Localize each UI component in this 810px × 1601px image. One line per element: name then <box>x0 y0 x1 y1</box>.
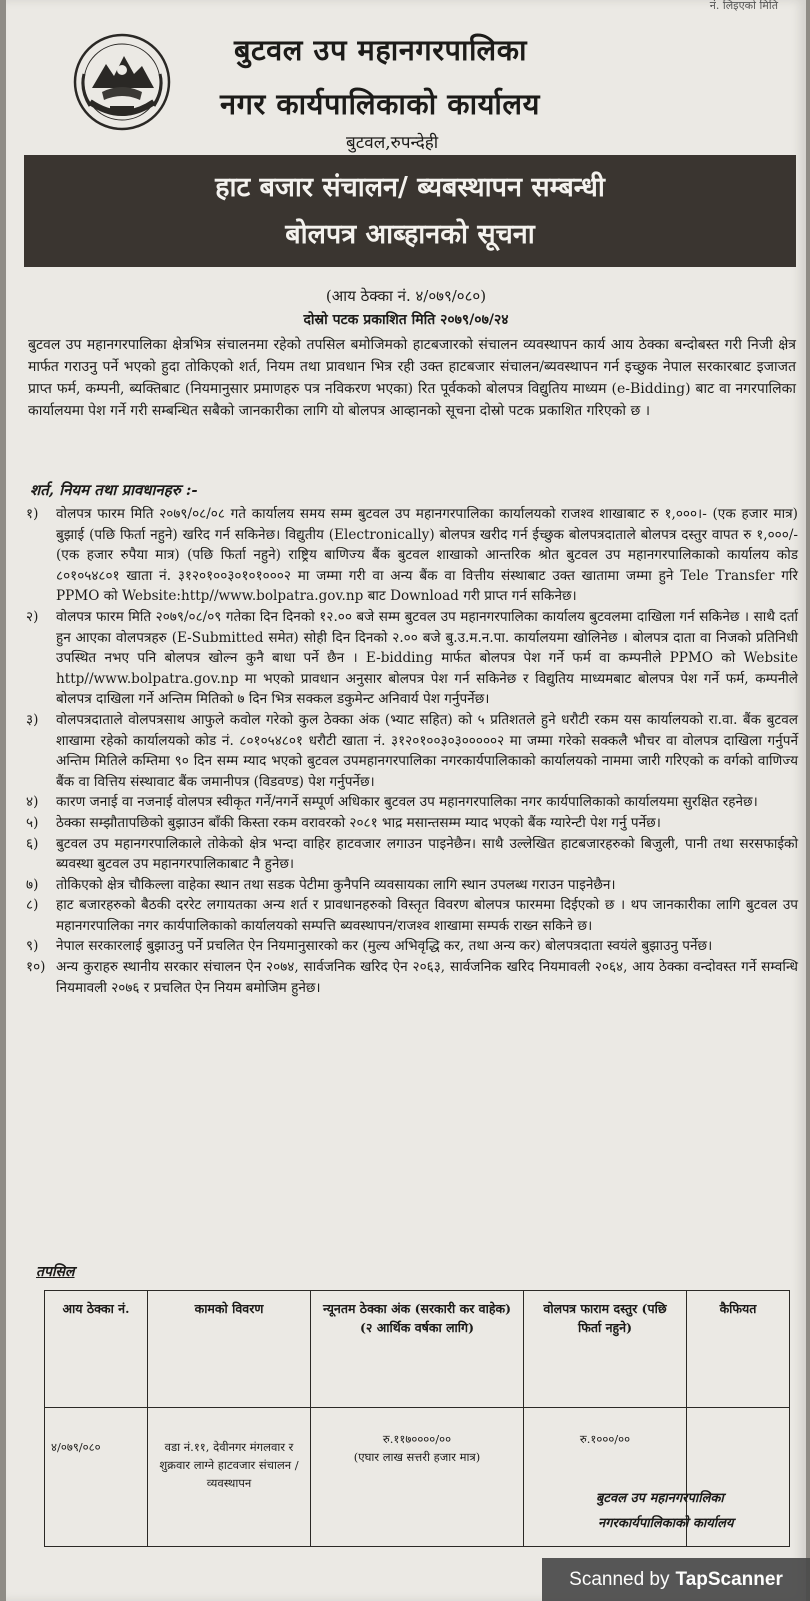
title-line-2: बोलपत्र आब्हानको सूचना <box>285 219 535 250</box>
cell-contract-no: ४/०७९/०८० <box>45 1408 148 1547</box>
intro-paragraph: बुटवल उप महानगरपालिका क्षेत्रभित्र संचालनमा रहेको तपसिल बमोजिमको हाटबजारको संचालन व्यवस्थापन कार्य आय ठेक्का बन्दोबस्त गरी निजी क्षेत्र मार्फत गराउनु पर्ने भएको हुदा तोकिएको शर्त, नियम तथा प्रावधान भित्र रही उक्त हाटबजार संचालन/ब्यवस्थापन गर्न इच्छुक नेपाल सरकारबाट इजाजत प्राप्त फर्म, कम्पनी, ब्यक्तिबाट (नियमानुसार प्रमाणहरु पत्र नविकरण भएका) रित पूर्वकको बोलपत्र विद्युतिय माध्यम (e-Bidding) बाट वा नगरपालिका कार्यालयमा पेश गर्ने गरी सम्बन्धित सबैको जानकारीका लागि यो बोलपत्र आव्हानको सूचना दोस्रो पटक प्रकाशित गरिएको छ । <box>28 337 796 419</box>
term-item <box>26 936 798 957</box>
term-number: ७) <box>26 876 39 893</box>
col-form-fee: वोलपत्र फाराम दस्तुर (पछि फिर्ता नहुने) <box>524 1291 687 1408</box>
col-remarks: कैफियत <box>687 1291 790 1408</box>
term-text: तोकिएको क्षेत्र चौकिल्ला वाहेका स्थान तथा सडक पेटीमा कुनैपनि व्यवसायका लागि स्थान उपलब्ध गराउन पाइनेछैन। <box>56 876 616 893</box>
watermark-prefix: Scanned by <box>569 1568 670 1590</box>
term-text: ठेक्का सम्झौतापछिको बुझाउन बाँकी किस्ता रकम वरावरको २०८१ भाद्र मसान्तसम्म म्याद भएको बैंक ग्यारेन्टी पेश गर्नु पर्नेछ। <box>56 814 661 831</box>
cell-description: वडा नं.११, देवीनगर मंगलवार र शुक्रवार लाग्ने हाटवजार संचालन /व्यवस्थापन <box>148 1408 311 1547</box>
term-text: वोलपत्र फारम मिति २०७९/०८/०८ गते कार्यालय समय सम्म बुटवल उप महानगरपालिका कार्यालयको राजश्व शाखाबाट रु १,०००।- (एक हजार मात्र) बुझाई (पछि फिर्ता नहुने) खरिद गर्न सकिनेछ। विद्युतीय (Electronically) बोलपत्र खरीद गर्न ईच्छुक बोलपत्रदाताले बोलपत्र दस्तुर वापत रु १,०००/- (एक हजार रुपैया मात्र) (पछि फिर्ता नहुने) राष्ट्रिय बाणिज्य बैंक बुटवल शाखाको आन्तरिक श्रोत बुटवल उप महानगरपालिकाको कार्यालय कोड ८०१०५४८०१ खाता नं. ३१२०१००३०१०१०००२ मा जम्मा गरी वा अन्य बैंक वा वित्तीय संस्थाबाट उक्त खातामा जम्मा हुने Tele Transfer गरि PPMO को Website:http//www.bolpatra.gov.np बाट Download गरी प्राप्त गर्न सकिनेछ। <box>56 506 798 605</box>
term-number: ९) <box>26 938 39 955</box>
min-amount-figure: रु.११७००००/०० <box>382 1432 452 1446</box>
term-item <box>26 957 798 998</box>
publication-date: दोस्रो पटक प्रकाशित मिति २०७९/०७/२४ <box>303 312 509 328</box>
term-item <box>26 504 798 607</box>
term-item <box>26 792 798 813</box>
term-item <box>26 607 798 710</box>
office-name: नगर कार्यपालिकाको कार्यालय <box>220 87 540 121</box>
reference-number: (आय ठेक्का नं. ४/०७९/०८०) <box>325 287 487 305</box>
newspaper-notice <box>6 0 806 1601</box>
org-name: बुटवल उप महानगरपालिका <box>234 33 527 67</box>
term-text: अन्य कुराहरु स्थानीय सरकार संचालन ऐन २०७४, सार्वजनिक खरिद ऐन २०६३, सार्वजनिक खरिद नियमावली २०६४, आय ठेक्का वन्दोवस्त गर्ने सम्वन्धि नियमावली २०७६ र प्रचलित ऐन नियम बमोजिम हुनेछ। <box>56 959 798 996</box>
min-amount-words: (एघार लाख सत्तरी हजार मात्र) <box>353 1450 481 1464</box>
schedule-table <box>44 1290 790 1547</box>
term-text: वोलपत्र फारम मिति २०७९/०८/०९ गतेका दिन दिनको १२.०० बजे सम्म बुटवल उप महानगरपालिका कार्यालय बुटवलमा दाखिला गर्न सकिनेछ । साथै दर्ता हुन आएका वोलपत्रहरु (E-Submitted समेत) सोही दिन दिनको २.०० बजे बु.उ.म.न.पा. कार्यालयमा खोलिनेछ । बोलपत्र दाता वा निजको प्रतिनिधी उपस्थित नभए पनि बोलपत्र खोल्न कुनै बाधा पर्ने छैन । E-bidding मार्फत बोलपत्र पेश गर्ने फर्म वा कम्पनीले PPMO को Website http//www.bolpatra.gov.np मा भएको प्रावधान अनुसार बोलपत्र पेश गर्न सकिनेछ र विद्युतिय माध्यमबाट बोलपत्र पेश गर्ने फर्म, कम्पनीले बोलपत्र दाखिला गर्ने अन्तिम मितिको ७ दिन भित्र सक्कल डकुमेन्ट अनिवार्य पेश गर्नुपर्नेछ। <box>56 608 798 708</box>
col-description: कामको विवरण <box>148 1291 311 1408</box>
schedule-header-row <box>45 1291 790 1408</box>
office-location: बुटवल,रुपन्देही <box>346 133 439 153</box>
terms-list <box>26 504 798 998</box>
term-number: ६) <box>26 835 39 852</box>
term-number: १०) <box>26 959 46 976</box>
term-text: वोलपत्रदाताले वोलपत्रसाथ आफुले कवोल गरेको कुल ठेक्का अंक (भ्याट सहित) को ५ प्रतिशतले हुने धरौटी रकम यस कार्यालयको रा.वा. बैंक बुटवल शाखामा रहेको कार्यालयको कोड नं. ८०१०५४८०१ धरौटी खाता नं. ३१२०१००३०३०००००२ मा जम्मा गरेको सक्कलै भौचर वा वोलपत्र दाखिला गर्नुपर्ने अन्तिम मितिले कम्तिमा ९० दिन सम्म म्याद भएको बुटवल उपमहानगरपालिका नगरकार्यपालिकाको कार्यालयको नाममा जारी गरिएको क वर्गको वाणिज्य बैंक वा वित्तिय संस्थावाट बैंक जमानीपत्र (विडवण्ड) पेश गर्नुपर्नेछ। <box>56 711 798 790</box>
title-banner <box>24 155 796 267</box>
nepal-emblem-icon <box>70 30 174 134</box>
term-item <box>26 895 798 936</box>
term-item <box>26 834 798 875</box>
schedule-heading: तपसिल <box>36 1264 75 1280</box>
term-number: २) <box>26 608 39 625</box>
term-number: ४) <box>26 794 39 811</box>
corner-text: नं. लिइएको मिति <box>709 0 778 12</box>
cell-form-fee: रु.१०००/०० <box>524 1408 687 1547</box>
term-text: बुटवल उप महानगरपालिकाले तोकेको क्षेत्र भन्दा वाहिर हाटवजार लगाउन पाइनेछैन। साथै उल्लेखित हाटबजारहरुको बिजुली, पानी तथा सरसफाईको ब्यवस्था बुटवल उप महानगरपालिकाबाट नै हुनेछ। <box>56 835 798 873</box>
title-line-1: हाट बजार संचालन/ ब्यबस्थापन सम्बन्धी <box>215 172 605 203</box>
term-number: ५) <box>26 814 39 831</box>
signature-line-2: नगरकार्यपालिकाको कार्यालय <box>598 1516 734 1531</box>
term-item <box>26 710 798 792</box>
term-text: हाट बजारहरुको बैठकी दररेट लगायतका अन्य शर्त र प्रावधानहरुको विस्तृत विवरण बोलपत्र फारममा दिईएको छ । थप जानकारीका लागि बुटवल उप महानगरपालिका नगर कार्यपालिकाको कार्यालयको सम्पत्ति ब्यवस्थापन/राजश्व शाखामा सम्पर्क राख्न सकिने छ। <box>56 897 798 934</box>
term-item <box>26 875 798 896</box>
col-min-amount: न्यूनतम ठेक्का अंक (सरकारी कर वाहेक) (२ आर्थिक वर्षका लागि) <box>311 1291 524 1408</box>
scanner-watermark <box>542 1558 810 1601</box>
watermark-brand: TapScanner <box>675 1568 783 1590</box>
term-number: ३) <box>26 711 39 728</box>
term-text: नेपाल सरकारलाई बुझाउनु पर्ने प्रचलित ऐन नियमानुसारको कर (मुल्य अभिवृद्धि कर, तथा अन्य कर) बोलपत्रदाता स्वयंले बुझाउनु पर्नेछ। <box>56 938 713 955</box>
cell-min-amount <box>311 1408 524 1547</box>
term-number: ८) <box>26 897 39 914</box>
col-contract-no: आय ठेक्का नं. <box>45 1291 148 1408</box>
term-number: १) <box>26 506 39 522</box>
term-text: कारण जनाई वा नजनाई वोलपत्र स्वीकृत गर्ने/नगर्ने सम्पूर्ण अधिकार बुटवल उप महानगरपालिका नगर कार्यपालिकाको कार्यालयमा सुरक्षित रहनेछ। <box>56 794 758 811</box>
terms-heading: शर्त, नियम तथा प्रावधानहरु :- <box>30 481 198 499</box>
term-item <box>26 813 798 834</box>
signature-line-1: बुटवल उप महानगरपालिका <box>596 1491 724 1506</box>
